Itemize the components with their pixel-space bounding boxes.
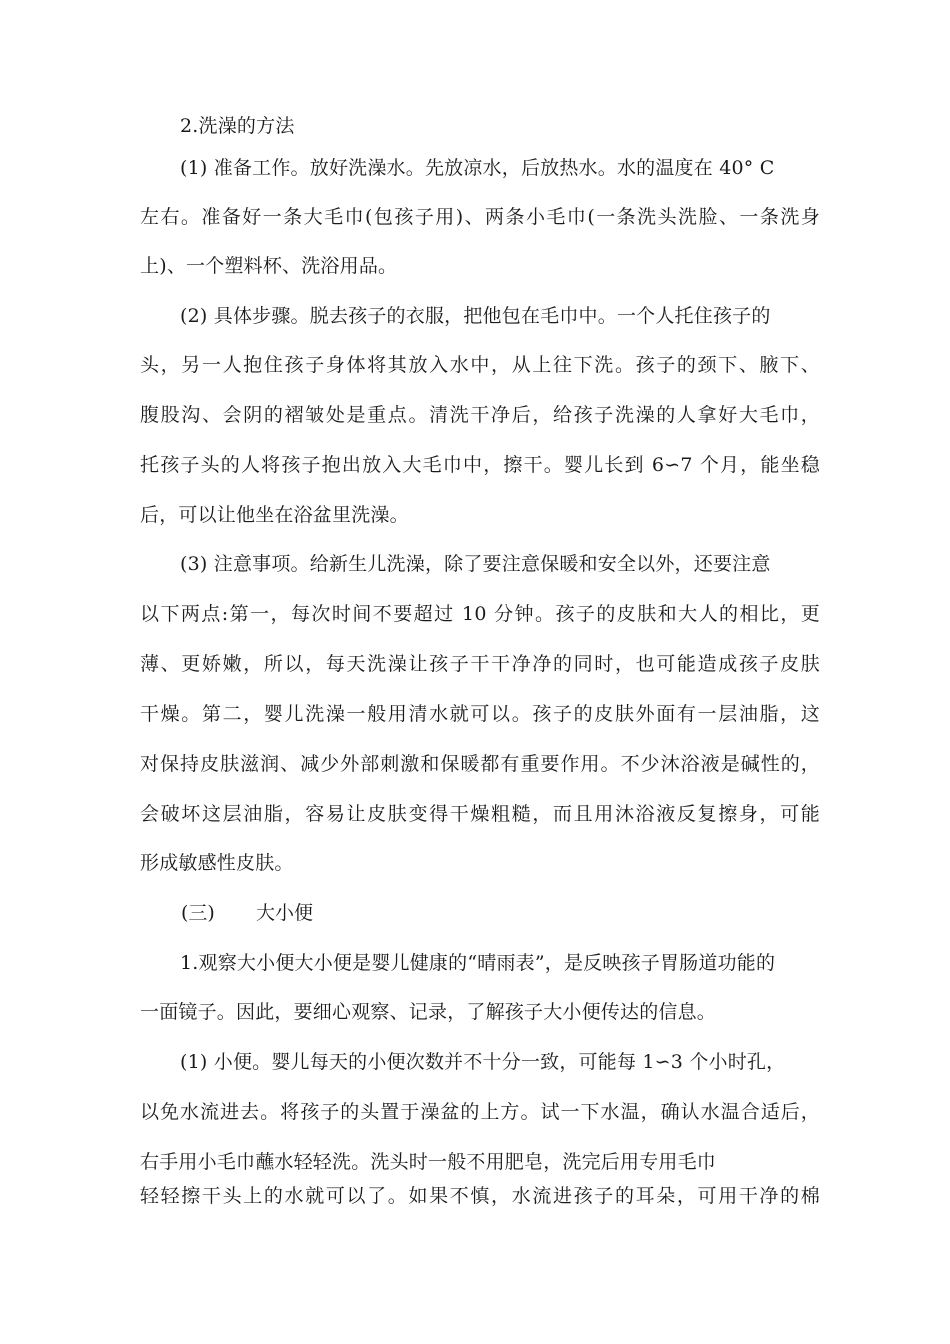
paragraph-line: 右手用小毛巾蘸水轻轻洗。洗头时一般不用肥皂，洗完后用专用毛巾 <box>140 1151 717 1173</box>
paragraph-line: 以免水流进去。将孩子的头置于澡盆的上方。试一下水温，确认水温合适后， <box>140 1101 820 1123</box>
paragraph-line: 以下两点:第一，每次时间不要超过 10 分钟。孩子的皮肤和大人的相比，更 <box>140 603 820 625</box>
paragraph-line: 托孩子头的人将孩子抱出放入大毛巾中，擦干。婴儿长到 6∽7 个月，能坐稳 <box>140 454 820 476</box>
paragraph-line: 上)、一个塑料杯、洗浴用品。 <box>140 255 398 277</box>
paragraph-line: 薄、更娇嫩，所以，每天洗澡让孩子干干净净的同时，也可能造成孩子皮肤 <box>140 653 820 675</box>
paragraph-line: 轻轻擦干头上的水就可以了。如果不慎，水流进孩子的耳朵，可用干净的棉 <box>140 1185 820 1207</box>
paragraph-line: (1) 准备工作。放好洗澡水。先放凉水，后放热水。水的温度在 40° C <box>180 157 775 179</box>
paragraph-line: 一面镜子。因此，要细心观察、记录，了解孩子大小便传达的信息。 <box>140 1001 717 1023</box>
paragraph-line: 会破坏这层油脂，容易让皮肤变得干燥粗糙，而且用沐浴液反复擦身，可能 <box>140 803 820 825</box>
paragraph-line: 头，另一人抱住孩子身体将其放入水中，从上往下洗。孩子的颈下、腋下、 <box>140 354 820 376</box>
paragraph-line: (1) 小便。婴儿每天的小便次数并不十分一致，可能每 1∽3 个小时孔， <box>180 1051 786 1073</box>
paragraph-line: 形成敏感性皮肤。 <box>140 852 294 874</box>
paragraph-line: (2) 具体步骤。脱去孩子的衣服，把他包在毛巾中。一个人托住孩子的 <box>180 305 771 327</box>
section-heading-bathing-method: 2.洗澡的方法 <box>180 115 295 137</box>
paragraph-line: 干燥。第二，婴儿洗澡一般用清水就可以。孩子的皮肤外面有一层油脂，这 <box>140 703 820 725</box>
section-number: (三) <box>181 902 215 924</box>
paragraph-line: 左右。准备好一条大毛巾(包孩子用)、两条小毛巾(一条洗头洗脸、一条洗身 <box>140 206 820 228</box>
paragraph-line: 后，可以让他坐在浴盆里洗澡。 <box>140 504 409 526</box>
paragraph-line: 对保持皮肤滋润、减少外部刺激和保暖都有重要作用。不少沐浴液是碱性的， <box>140 753 820 775</box>
paragraph-line: 腹股沟、会阴的褶皱处是重点。清洗干净后，给孩子洗澡的人拿好大毛巾， <box>140 404 820 426</box>
paragraph-line: 1.观察大小便大小便是婴儿健康的“晴雨表”，是反映孩子胃肠道功能的 <box>180 952 776 974</box>
section-title: 大小便 <box>256 902 314 924</box>
paragraph-line: (3) 注意事项。给新生儿洗澡，除了要注意保暖和安全以外，还要注意 <box>180 553 771 575</box>
